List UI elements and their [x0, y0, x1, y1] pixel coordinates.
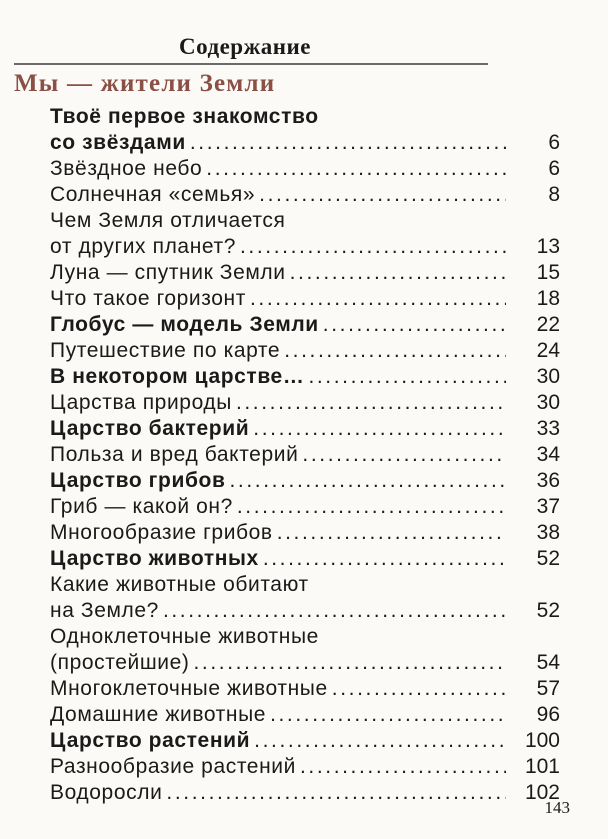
toc-entry-page: 101	[524, 755, 560, 778]
toc-entry-title: Одноклеточные животные	[50, 625, 319, 648]
toc-entry	[50, 468, 560, 494]
toc-entry-line	[50, 728, 560, 754]
toc-entry-line	[50, 702, 560, 728]
toc-entry	[50, 494, 560, 520]
dot-leader	[323, 312, 506, 338]
toc-entry	[50, 702, 560, 728]
dot-leader	[277, 520, 506, 546]
toc-entry-line	[50, 520, 560, 546]
page-number: 143	[544, 798, 570, 817]
toc-entry-title: Многоклеточные животные	[50, 677, 328, 700]
toc-entry-page: 22	[536, 313, 560, 336]
dot-leader	[290, 260, 506, 286]
toc-entry	[50, 676, 560, 702]
toc-entry-title: Чем Земля отличается	[50, 209, 286, 232]
toc-entry-line	[50, 676, 560, 702]
dot-leader	[263, 546, 506, 572]
dot-leader	[250, 286, 506, 312]
toc-entry-line	[50, 156, 560, 182]
toc-entry-line	[50, 130, 560, 156]
toc-entry-page: 30	[536, 391, 560, 414]
toc-entry-title: (простейшие)	[50, 651, 190, 674]
dot-leader	[302, 442, 506, 468]
toc-entry	[50, 390, 560, 416]
dot-leader	[206, 156, 506, 182]
dot-leader	[193, 650, 506, 676]
toc-entry-title: Какие животные обитают	[50, 573, 309, 596]
toc-entry	[50, 442, 560, 468]
dot-leader	[308, 364, 506, 390]
toc-entry-line	[50, 416, 560, 442]
toc-entry-line-continued	[50, 104, 560, 130]
toc-entry	[50, 286, 560, 312]
toc-entry-line-continued	[50, 624, 560, 650]
dot-leader	[259, 182, 506, 208]
toc-entry-title: Царства природы	[50, 391, 232, 414]
toc-entry-line-continued	[50, 208, 560, 234]
toc-entry-page: 38	[536, 521, 560, 544]
toc-entry	[50, 416, 560, 442]
toc-entry-page: 54	[536, 651, 560, 674]
dot-leader	[229, 468, 506, 494]
toc-entry-title: Разнообразие растений	[50, 755, 296, 778]
dot-leader	[284, 338, 506, 364]
toc-entry	[50, 156, 560, 182]
toc-entry-title: Глобус — модель Земли	[50, 313, 319, 336]
toc-entry-page: 52	[536, 599, 560, 622]
toc-entry-line	[50, 494, 560, 520]
toc-entry-line	[50, 468, 560, 494]
toc-entry-title: Многообразие грибов	[50, 521, 273, 544]
toc-entry-line	[50, 546, 560, 572]
toc-entry	[50, 364, 560, 390]
toc-entry	[50, 572, 560, 624]
toc-entry	[50, 338, 560, 364]
toc-entry-page: 34	[536, 443, 560, 466]
toc-entry-title: Звёздное небо	[50, 157, 203, 180]
toc-entry-line	[50, 260, 560, 286]
toc-entry	[50, 546, 560, 572]
toc-entry-line	[50, 780, 560, 806]
dot-leader	[163, 598, 506, 624]
dot-leader	[237, 494, 506, 520]
toc-entry-page: 100	[524, 729, 560, 752]
toc-entry-title: Луна — спутник Земли	[50, 261, 286, 284]
toc-entry-title: Царство грибов	[50, 469, 226, 492]
dot-leader	[190, 130, 506, 156]
toc-entry-page: 33	[536, 417, 560, 440]
toc-entry-title: Гриб — какой он?	[50, 495, 233, 518]
toc-entry	[50, 182, 560, 208]
toc-entry-line	[50, 598, 560, 624]
dot-leader	[240, 234, 506, 260]
dot-leader	[236, 390, 506, 416]
toc-entry-title: Домашние животные	[50, 703, 267, 726]
toc-entry-page: 18	[536, 287, 560, 310]
toc-entry-title: Польза и вред бактерий	[50, 443, 299, 466]
toc-entry-line	[50, 182, 560, 208]
toc-entry	[50, 312, 560, 338]
section-title: Мы — жители Земли	[14, 70, 276, 97]
toc-entry-page: 24	[536, 339, 560, 362]
toc-entry-title: Солнечная «семья»	[50, 183, 256, 206]
toc-entry	[50, 728, 560, 754]
dot-leader	[332, 676, 506, 702]
toc-entry-page: 15	[536, 261, 560, 284]
toc-entry-title: Царство растений	[50, 729, 251, 752]
toc-entry-line	[50, 754, 560, 780]
toc-entry-page: 57	[536, 677, 560, 700]
toc-entry	[50, 754, 560, 780]
page-title: Содержание	[179, 34, 311, 59]
toc-entry-title: со звёздами	[50, 131, 186, 154]
toc-entry-title: от других планет?	[50, 235, 236, 258]
toc-entry-line	[50, 442, 560, 468]
dot-leader	[300, 754, 506, 780]
toc-entry-title: Царство животных	[50, 547, 259, 570]
toc-entry-page: 30	[536, 365, 560, 388]
toc-entry-line	[50, 390, 560, 416]
toc-entry	[50, 208, 560, 260]
dot-leader	[270, 702, 506, 728]
toc-entry-line	[50, 338, 560, 364]
toc-entry	[50, 260, 560, 286]
toc-list	[50, 104, 560, 806]
toc-entry	[50, 624, 560, 676]
toc-entry-title: Твоё первое знакомство	[50, 105, 319, 128]
dot-leader	[166, 780, 506, 806]
dot-leader	[253, 416, 506, 442]
toc-entry-page: 36	[536, 469, 560, 492]
toc-entry-title: В некотором царстве…	[50, 365, 305, 388]
toc-entry-page: 37	[536, 495, 560, 518]
toc-entry-page: 13	[536, 235, 560, 258]
toc-entry-page: 96	[536, 703, 560, 726]
toc-entry-line	[50, 312, 560, 338]
toc-entry-title: Водоросли	[50, 781, 163, 804]
toc-entry-line-continued	[50, 572, 560, 598]
toc-entry	[50, 104, 560, 156]
toc-entry-line	[50, 286, 560, 312]
toc-entry-page: 8	[548, 183, 560, 206]
toc-entry-line	[50, 650, 560, 676]
toc-entry	[50, 780, 560, 806]
toc-entry-title: Царство бактерий	[50, 417, 250, 440]
toc-entry-page: 6	[548, 131, 560, 154]
toc-entry-page: 52	[536, 547, 560, 570]
dot-leader	[254, 728, 506, 754]
toc-entry-page: 102	[524, 781, 560, 804]
toc-entry-title: Путешествие по карте	[50, 339, 281, 362]
toc-entry-line	[50, 234, 560, 260]
toc-entry-title: на Земле?	[50, 599, 159, 622]
heading-rule	[14, 63, 488, 65]
toc-entry-title: Что такое горизонт	[50, 287, 246, 310]
toc-entry-page: 6	[548, 157, 560, 180]
toc-entry	[50, 520, 560, 546]
toc-entry-line	[50, 364, 560, 390]
